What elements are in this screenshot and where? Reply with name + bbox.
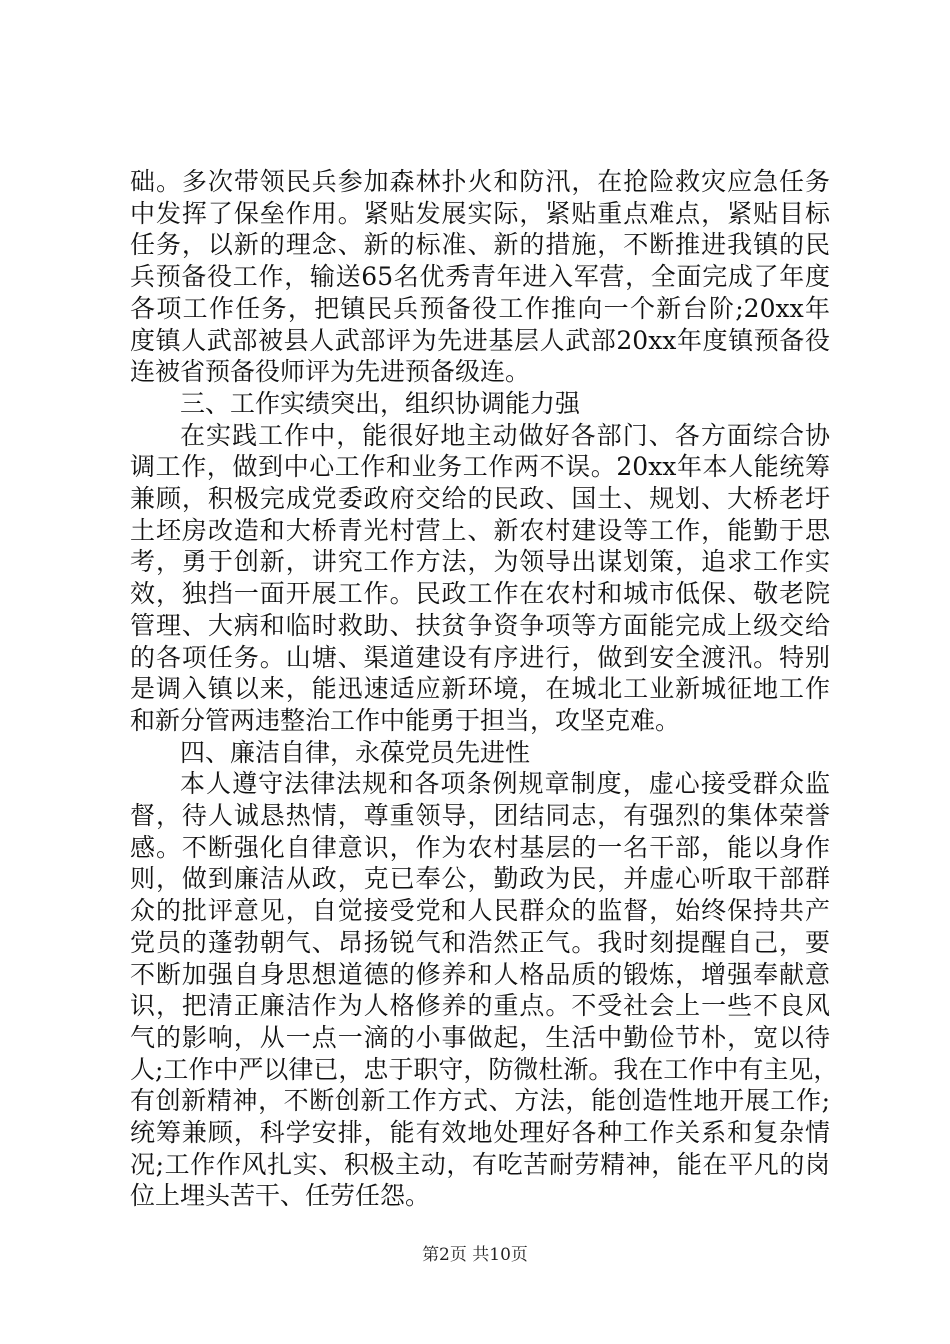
paragraph-line: 兵预备役工作，输送65名优秀青年进入军营，全面完成了年度 [130, 262, 830, 292]
paragraph-line: 位上埋头苦干、任劳任怨。 [130, 1181, 431, 1211]
paragraph-line: 有创新精神，不断创新工作方式、方法，能创造性地开展工作; [130, 1086, 830, 1116]
paragraph-line: 感。不断强化自律意识，作为农村基层的一名干部，能以身作 [130, 832, 830, 862]
paragraph-line: 调工作，做到中心工作和业务工作两不误。20xx年本人能统筹 [130, 452, 830, 482]
paragraph-line: 人;工作中严以律已，忠于职守，防微杜渐。我在工作中有主见， [130, 1054, 839, 1084]
page-footer: 第2页 共10页 [422, 1245, 528, 1265]
paragraph-line: 各项工作任务，把镇民兵预备役工作推向一个新台阶;20xx年 [130, 293, 830, 323]
paragraph-line: 考，勇于创新，讲究工作方法，为领导出谋划策，追求工作实 [130, 547, 830, 577]
paragraph-line: 识，把清正廉洁作为人格修养的重点。不受社会上一些不良风 [130, 991, 830, 1021]
paragraph-line: 况;工作作风扎实、积极主动，有吃苦耐劳精神，能在平凡的岗 [130, 1149, 830, 1179]
paragraph-line: 的各项任务。山塘、渠道建设有序进行，做到安全渡汛。特别 [130, 642, 830, 672]
paragraph-line: 众的批评意见，自觉接受党和人民群众的监督，始终保持共产 [130, 896, 830, 926]
paragraph-line: 则，做到廉洁从政，克已奉公，勤政为民，并虚心听取干部群 [130, 864, 830, 894]
section-heading: 三、工作实绩突出，组织协调能力强 [180, 388, 581, 418]
paragraph-line: 不断加强自身思想道德的修养和人格品质的锻炼，增强奉献意 [130, 959, 830, 989]
paragraph-line: 管理、大病和临时救助、扶贫争资争项等方面能完成上级交给 [130, 610, 830, 640]
paragraph-line: 党员的蓬勃朝气、昂扬锐气和浩然正气。我时刻提醒自己，要 [130, 927, 830, 957]
paragraph-line: 本人遵守法律法规和各项条例规章制度，虚心接受群众监 [180, 769, 830, 799]
paragraph-line: 督，待人诚恳热情，尊重领导，团结同志，有强烈的集体荣誉 [130, 801, 830, 830]
paragraph-line: 度镇人武部被县人武部评为先进基层人武部20xx年度镇预备役 [130, 325, 830, 355]
paragraph-line: 土坯房改造和大桥青光村营上、新农村建设等工作，能勤于思 [130, 515, 830, 545]
paragraph-line: 在实践工作中，能很好地主动做好各部门、各方面综合协 [180, 420, 830, 450]
paragraph-line: 统筹兼顾，科学安排，能有效地处理好各种工作关系和复杂情 [130, 1118, 830, 1147]
paragraph-line: 气的影响，从一点一滴的小事做起，生活中勤俭节朴，宽以待 [130, 1022, 830, 1052]
section-heading: 四、廉洁自律，永葆党员先进性 [180, 737, 531, 767]
paragraph-line: 是调入镇以来，能迅速适应新环境，在城北工业新城征地工作 [130, 674, 830, 704]
paragraph-line: 础。多次带领民兵参加森林扑火和防汛，在抢险救灾应急任务 [130, 167, 830, 196]
paragraph-line: 中发挥了保垒作用。紧贴发展实际，紧贴重点难点，紧贴目标 [130, 198, 830, 228]
paragraph-line: 连被省预备役师评为先进预备级连。 [130, 357, 531, 387]
paragraph-line: 兼顾，积极完成党委政府交给的民政、国土、规划、大桥老圩 [130, 484, 830, 513]
paragraph-line: 效，独挡一面开展工作。民政工作在农村和城市低保、敬老院 [130, 579, 830, 609]
paragraph-line: 任务，以新的理念、新的标准、新的措施，不断推进我镇的民 [130, 230, 830, 260]
paragraph-line: 和新分管两违整治工作中能勇于担当，攻坚克难。 [130, 705, 681, 735]
